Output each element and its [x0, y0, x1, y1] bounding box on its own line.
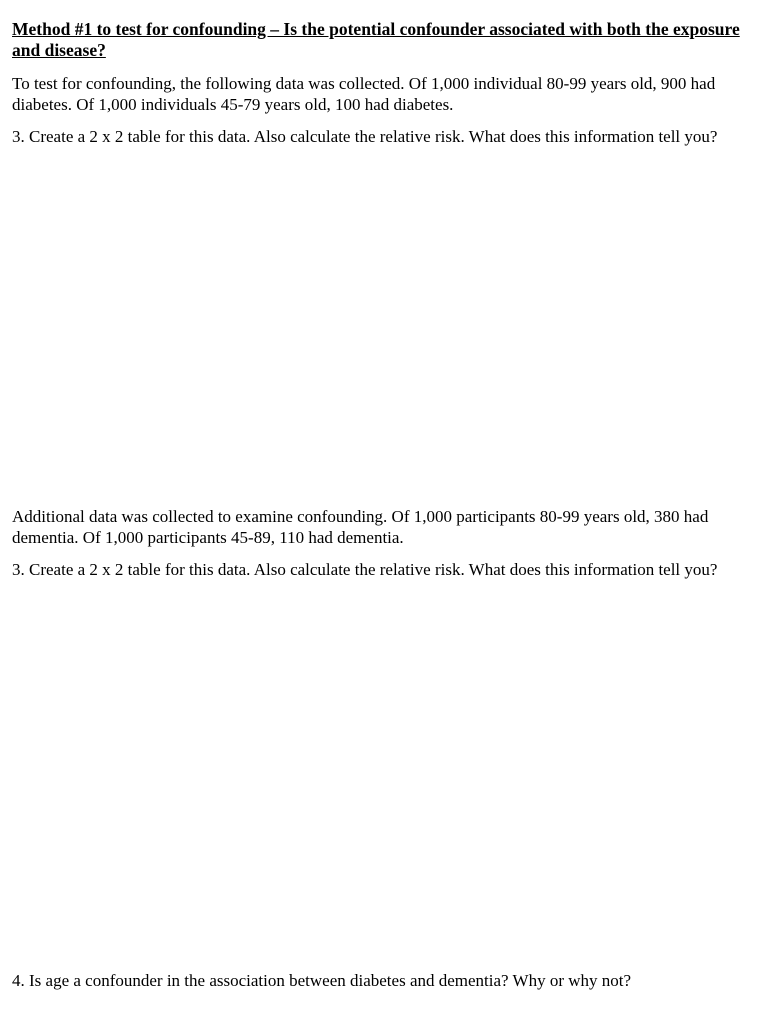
- question-4-confounder: 4. Is age a confounder in the association between diabetes and dementia? Why or why not?: [12, 971, 632, 990]
- dementia-data-paragraph: Additional data was collected to examine confounding. Of 1,000 participants 80-99 years old, 380 had dementia. Of 1,000 participants 45-89, 110 had dementia.: [12, 507, 709, 547]
- diabetes-data-paragraph: To test for confounding, the following data was collected. Of 1,000 individual 80-99 years old, 900 had diabetes. Of 1,000 individuals 45-79 years old, 100 had diabetes.: [12, 74, 716, 114]
- answer-space-2[interactable]: [12, 605, 764, 955]
- question-3-dementia-table: 3. Create a 2 x 2 table for this data. Also calculate the relative risk. What does this information tell you?: [12, 560, 718, 579]
- section-heading: Method #1 to test for confounding – Is the potential confounder associated with both the exposure and disease?: [12, 19, 740, 60]
- answer-space-1[interactable]: [12, 170, 764, 490]
- question-3-diabetes-table: 3. Create a 2 x 2 table for this data. Also calculate the relative risk. What does this information tell you?: [12, 127, 718, 146]
